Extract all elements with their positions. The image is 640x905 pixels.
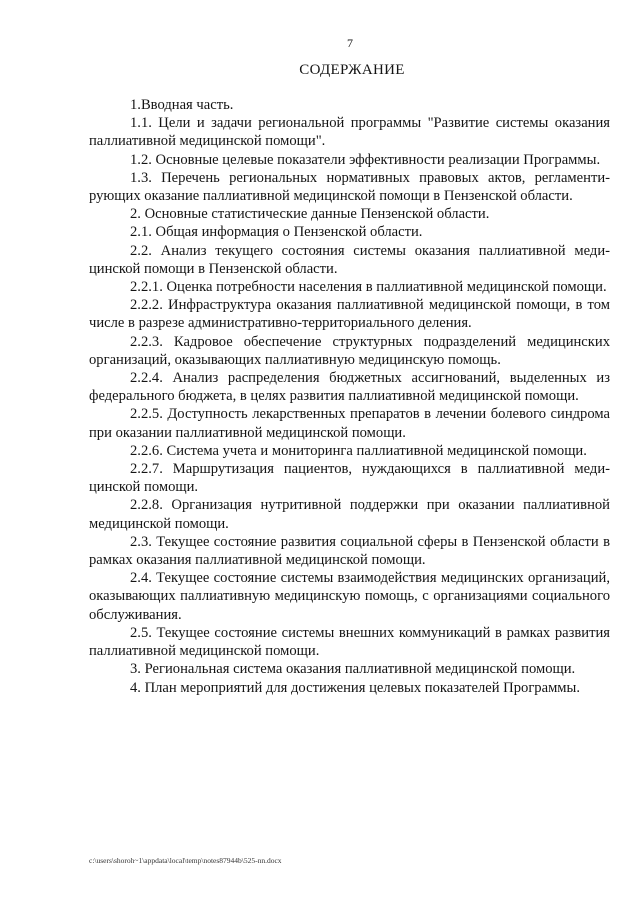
toc-entry-1: 1.Вводная часть.	[130, 97, 234, 113]
toc-entry-4: 4. План мероприятий для достижения целевых показателей Программы.	[130, 679, 580, 696]
toc-entry-2-2-1: 2.2.1. Оценка потребности населения в паллиативной медицинской помощи.	[130, 279, 607, 296]
toc-entry-2-3: 2.3. Текущее состояние развития социальной сферы в Пензенской области в рамках оказания паллиативной медицинской помощи.	[89, 533, 610, 569]
table-of-contents	[89, 96, 610, 697]
toc-entry-2-2-7: 2.2.7. Маршрутизация пациентов, нуждающихся в паллиативной меди-цинской помощи.	[89, 461, 610, 496]
toc-entry-3: 3. Региональная система оказания паллиативной медицинской помощи.	[130, 661, 576, 678]
toc-entry-2-2-5: 2.2.5. Доступность лекарственных препаратов в лечении болевого синдрома при оказании паллиативной медицинской помощи.	[89, 406, 610, 441]
toc-entry-2-4: 2.4. Текущее состояние системы взаимодействия медицинских организаций, оказывающих паллиативную медицинскую помощь, с организациями социального обслуживания.	[89, 570, 610, 623]
toc-entry-2-5: 2.5. Текущее состояние системы внешних коммуникаций в рамках развития паллиативной медицинской помощи.	[89, 624, 610, 660]
toc-entry-1-2: 1.2. Основные целевые показатели эффективности реализации Программы.	[130, 151, 601, 168]
toc-entry-2-2-8: 2.2.8. Организация нутритивной поддержки при оказании паллиативной медицинской помощи.	[89, 497, 610, 532]
toc-entry-2-2-3: 2.2.3. Кадровое обеспечение структурных подразделений медицинских организаций, оказывающих паллиативную медицинскую помощь.	[89, 333, 610, 368]
toc-entry-1-1: 1.1. Цели и задачи региональной программы "Развитие системы оказания паллиативной медицинской помощи".	[89, 115, 610, 150]
toc-entry-2-2-4: 2.2.4. Анализ распределения бюджетных ассигнований, выделенных из федерального бюджета, в целях развития паллиативной медицинской помощи.	[89, 370, 610, 405]
footer-file-path: c:\users\shoroh~1\appdata\local\temp\notes87944b\525-nn.docx	[89, 856, 282, 865]
toc-entry-2-2: 2.2. Анализ текущего состояния системы оказания паллиативной меди-цинской помощи в Пензенской области.	[89, 242, 610, 277]
toc-entry-1-3: 1.3. Перечень региональных нормативных правовых актов, регламенти-рующих оказание паллиативной медицинской помощи в Пензенской области.	[89, 169, 610, 205]
toc-entry-2-2-2: 2.2.2. Инфраструктура оказания паллиативной медицинской помощи, в том числе в разрезе административно-территориального деления.	[89, 297, 610, 332]
page-number: 7	[347, 36, 353, 50]
toc-entry-2: 2. Основные статистические данные Пензенской области.	[130, 206, 490, 223]
page-title: СОДЕРЖАНИЕ	[299, 62, 405, 78]
toc-entry-2-1: 2.1. Общая информация о Пензенской области.	[130, 224, 423, 241]
toc-entry-2-2-6: 2.2.6. Система учета и мониторинга паллиативной медицинской помощи.	[130, 442, 587, 459]
